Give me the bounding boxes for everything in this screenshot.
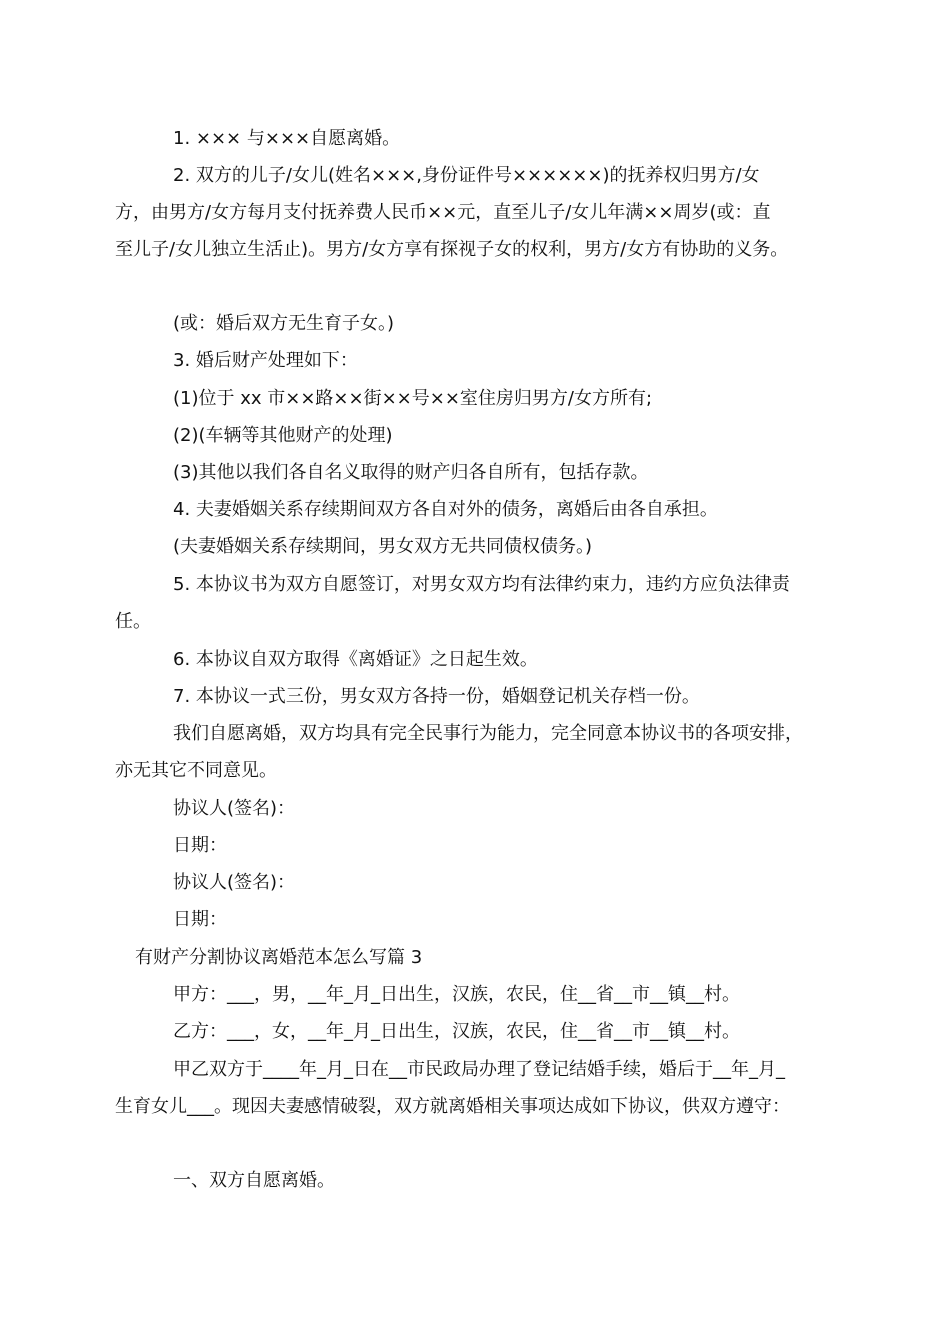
clause-5-line-2: 任。 [115,611,151,632]
clause-4: 4. 夫妻婚姻关系存续期间双方各自对外的债务，离婚后由各自承担。 [173,499,718,520]
clause-5-line-1: 5. 本协议书为双方自愿签订，对男女双方均有法律约束力，违约方应负法律责 [173,574,790,595]
statement-line-2: 亦无其它不同意见。 [115,760,277,781]
clause-4-alternative: (夫妻婚姻关系存续期间，男女双方无共同债权债务。) [173,536,593,557]
clause-3-item-3: (3)其他以我们各自名义取得的财产归各自所有，包括存款。 [173,462,649,483]
party-a-line: 甲方：___，男，__年_月_日出生，汉族，农民，住__省__市__镇__村。 [173,984,740,1005]
clause-2-line-2: 方，由男方/女方每月支付抚养费人民币××元，直至儿子/女儿年满××周岁(或：直 [115,202,771,223]
clause-6: 6. 本协议自双方取得《离婚证》之日起生效。 [173,649,538,670]
signatory-1-label: 协议人(签名)： [173,798,296,819]
clause-3-item-2: (2)(车辆等其他财产的处理) [173,425,393,446]
section-heading: 有财产分割协议离婚范本怎么写篇 3 [135,947,423,968]
clause-2-alternative: (或：婚后双方无生育子女。) [173,313,395,334]
clause-7: 7. 本协议一式三份，男女双方各持一份，婚姻登记机关存档一份。 [173,686,700,707]
signatory-2-label: 协议人(签名)： [173,872,296,893]
marriage-statement-line-1: 甲乙双方于____年_月_日在__市民政局办理了登记结婚手续，婚后于__年_月_ [173,1059,785,1080]
clause-2-line-1: 2. 双方的儿子/女儿(姓名×××,身份证件号××××××)的抚养权归男方/女 [173,165,760,186]
statement-line-1: 我们自愿离婚，双方均具有完全民事行为能力，完全同意本协议书的各项安排， [173,723,803,744]
marriage-statement-line-2: 生育女儿___。现因夫妻感情破裂，双方就离婚相关事项达成如下协议，供双方遵守： [115,1096,790,1117]
clause-3-item-1: (1)位于 xx 市××路××街××号××室住房归男方/女方所有; [173,388,653,409]
clause-2-line-3: 至儿子/女儿独立生活止)。男方/女方享有探视子女的权利，男方/女方有协助的义务。 [115,239,789,260]
party-b-line: 乙方：___，女，__年_月_日出生，汉族，农民，住__省__市__镇__村。 [173,1021,740,1042]
clause-1: 1. ××× 与×××自愿离婚。 [173,128,401,149]
clause-3: 3. 婚后财产处理如下： [173,350,358,371]
article-1: 一、双方自愿离婚。 [173,1170,335,1191]
date-2-label: 日期： [173,909,227,930]
date-1-label: 日期： [173,835,227,856]
